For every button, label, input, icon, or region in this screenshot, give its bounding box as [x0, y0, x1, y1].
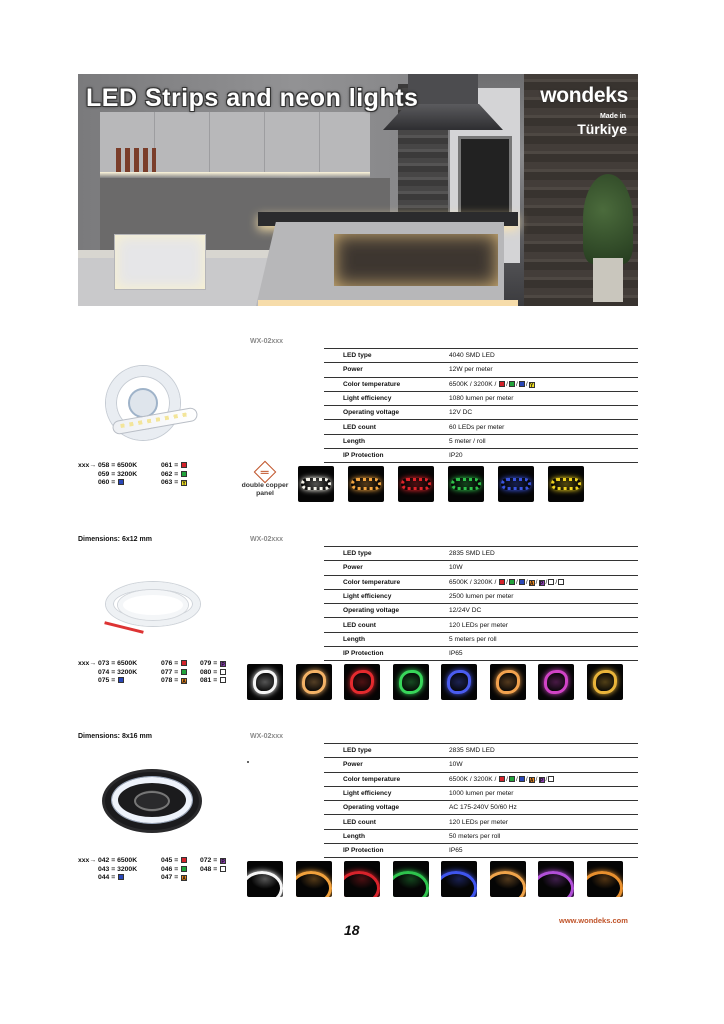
variant-code: 061 =: [161, 462, 188, 471]
color-swatch: [220, 866, 226, 872]
variant-code: 058 = 6500K: [98, 462, 138, 469]
color-swatch: [499, 381, 505, 387]
spec-label: Color temperature: [343, 578, 401, 586]
made-in-label: Made in: [599, 113, 626, 120]
spec-table: [324, 743, 638, 858]
spec-row: [324, 632, 638, 646]
color-swatch: [220, 669, 226, 675]
spec-label: Operating voltage: [343, 409, 400, 417]
variant-code: 076 =: [161, 660, 188, 669]
spec-label: Operating voltage: [343, 607, 400, 615]
code-column: [200, 857, 227, 874]
variant-code: 044 =: [98, 874, 137, 883]
spec-row: [324, 829, 638, 843]
spec-value: [449, 829, 638, 843]
color-swatch: [519, 381, 525, 387]
color-preview-thumb: [247, 664, 283, 700]
spec-value-text: 60 LEDs per meter: [449, 423, 505, 431]
spec-label: LED type: [343, 747, 372, 755]
spec-value: [449, 589, 638, 603]
variant-code: 059 = 3200K: [98, 470, 138, 478]
spec-table: [324, 546, 638, 661]
color-preview-thumb: [587, 861, 623, 897]
color-swatch: A: [529, 580, 534, 587]
spec-value-text: 6500K / 3200K /: [449, 380, 499, 388]
spec-label: Length: [343, 635, 365, 643]
spec-value: [449, 647, 638, 661]
color-swatch: [181, 866, 187, 872]
color-preview-thumb: [441, 664, 477, 700]
spec-table: [324, 348, 638, 463]
dimensions: Dimensions: 6x12 mm: [78, 536, 152, 543]
spec-row: [324, 377, 638, 391]
spec-row: [324, 391, 638, 405]
spec-value-text: 2835 SMD LED: [449, 550, 495, 558]
spec-value: [449, 391, 638, 405]
variant-code: 077 =: [161, 669, 188, 678]
spec-row: [324, 647, 638, 661]
spec-row: [324, 604, 638, 618]
code-column: [98, 857, 137, 883]
banner-title: LED Strips and neon lights: [86, 84, 419, 112]
code-prefix: xxx→: [78, 660, 97, 667]
open-drawer-lit: [114, 234, 206, 290]
spec-value-text: IP20: [449, 452, 463, 460]
color-swatch: P: [539, 580, 544, 587]
color-preview-thumb: [587, 664, 623, 700]
spec-value: [449, 604, 638, 618]
color-swatch: [519, 776, 525, 782]
spec-value-text: 120 LEDs per meter: [449, 621, 509, 629]
color-swatch: [181, 660, 187, 666]
spec-label: IP Protection: [343, 452, 384, 460]
variant-code: 063 = Y: [161, 479, 186, 487]
spec-row: [324, 547, 638, 561]
variant-code: 048 =: [200, 866, 227, 875]
spec-row: [324, 349, 638, 363]
spec-value: 6500K / 3200K / / / / A / P / /: [449, 575, 638, 589]
copper-panel-icon: [254, 461, 277, 484]
spec-row: [324, 363, 638, 377]
spec-row: [324, 844, 638, 858]
color-preview-thumb: [393, 861, 429, 897]
color-swatch: A: [182, 679, 186, 685]
code-column: [200, 660, 227, 686]
spec-value: [449, 434, 638, 448]
variant-code: 075 =: [98, 677, 137, 686]
spec-value-text: 5 meter / roll: [449, 437, 486, 445]
variant-code: 042 = 6500K: [98, 857, 138, 864]
spec-value-text: 12V DC: [449, 409, 473, 417]
color-swatch: [548, 776, 554, 782]
spec-row: [324, 758, 638, 772]
range-hood-stem: [408, 74, 478, 104]
color-swatch: [118, 677, 124, 683]
spec-row: [324, 801, 638, 815]
website-link[interactable]: www.wondeks.com: [559, 916, 628, 925]
color-swatch: [118, 874, 124, 880]
spec-row: [324, 561, 638, 575]
color-swatch: [509, 776, 515, 782]
spec-label: LED type: [343, 352, 372, 360]
color-swatch: A: [529, 777, 534, 784]
country-label: Türkiye: [577, 121, 627, 137]
spec-row: [324, 449, 638, 463]
spec-value: [449, 561, 638, 575]
code-prefix: xxx→: [78, 857, 97, 864]
color-swatch: [181, 471, 187, 477]
spec-label: Power: [343, 564, 363, 572]
spec-row: [324, 618, 638, 632]
dimensions: Dimensions: 8x16 mm: [78, 733, 152, 740]
island-lit-shelf: [334, 234, 498, 286]
spec-row: [324, 744, 638, 758]
bottles-decor: [116, 148, 156, 172]
color-swatch: [118, 479, 124, 485]
spec-value: [449, 632, 638, 646]
spec-label: LED count: [343, 621, 376, 629]
spec-value-text: 10W: [449, 564, 463, 572]
color-swatch: [519, 579, 525, 585]
color-preview-thumb: [538, 861, 574, 897]
color-swatch: [181, 669, 187, 675]
color-preview-thumb: [538, 664, 574, 700]
oven: [458, 136, 512, 218]
color-swatch: [181, 857, 187, 863]
variant-code: 073 = 6500K: [98, 660, 138, 667]
led-strip-reel-photo: [98, 362, 208, 442]
spec-value-text: 4040 SMD LED: [449, 352, 495, 360]
spec-value-text: 120 LEDs per meter: [449, 818, 509, 826]
color-preview-thumb: [344, 664, 380, 700]
spec-row: [324, 786, 638, 800]
spec-label: Length: [343, 437, 365, 445]
color-swatch: [499, 776, 505, 782]
variant-code: 045 =: [161, 857, 188, 866]
floor-led-glow: [258, 300, 518, 306]
spec-row: [324, 575, 638, 589]
color-swatch: P: [221, 859, 225, 865]
color-preview-thumb: [490, 664, 526, 700]
color-swatch: [181, 462, 187, 468]
color-swatch: [558, 579, 564, 585]
plant-pot: [593, 258, 623, 302]
spec-label: LED count: [343, 423, 376, 431]
spec-row: [324, 815, 638, 829]
color-swatch: P: [221, 662, 225, 668]
spec-value-text: AC 175-240V 50/60 Hz: [449, 804, 517, 812]
variant-code: 047 = A: [161, 874, 186, 882]
spec-label: Color temperature: [343, 380, 401, 388]
color-preview-thumb: [348, 466, 384, 502]
spec-label: Length: [343, 832, 365, 840]
color-swatch: [509, 579, 515, 585]
code-column: [161, 462, 188, 488]
spec-row: [324, 434, 638, 448]
spec-value-text: 12W per meter: [449, 366, 493, 374]
spec-label: Color temperature: [343, 775, 401, 783]
spec-value: [449, 618, 638, 632]
spec-label: LED type: [343, 550, 372, 558]
spec-label: LED count: [343, 818, 376, 826]
spec-value-text: IP65: [449, 847, 463, 855]
spec-value-text: IP65: [449, 650, 463, 658]
neon-strip-reel-photo: [98, 572, 208, 652]
code-column: [161, 857, 188, 883]
spec-value-text: 6500K / 3200K /: [449, 578, 499, 586]
spec-label: Light efficiency: [343, 790, 392, 798]
spec-value: 6500K / 3200K / / / / A / P /: [449, 772, 638, 786]
variant-code: 046 =: [161, 866, 188, 875]
spec-label: IP Protection: [343, 847, 384, 855]
code-prefix: xxx→: [78, 462, 97, 469]
page-number: 18: [344, 922, 360, 938]
hero-banner: [78, 74, 638, 306]
spec-value: [449, 420, 638, 434]
spec-value: [449, 844, 638, 858]
spec-row: [324, 772, 638, 786]
spec-value: 6500K / 3200K / / / / Y: [449, 380, 534, 389]
color-preview-thumb: [298, 466, 334, 502]
color-swatch: Y: [182, 481, 186, 487]
spec-label: Light efficiency: [343, 395, 392, 403]
spec-label: Power: [343, 761, 363, 769]
variant-code: 080 =: [200, 669, 227, 678]
color-preview-thumb: [548, 466, 584, 502]
spec-value-text: 5 meters per roll: [449, 635, 497, 643]
color-swatch: [220, 677, 226, 683]
code-column: [161, 660, 188, 686]
spec-label: Operating voltage: [343, 804, 400, 812]
spec-value: [449, 801, 638, 815]
spec-row: [324, 589, 638, 603]
code-column: [98, 660, 137, 686]
product-code: WX-02xxx: [250, 536, 284, 543]
spec-value-text: 1000 lumen per meter: [449, 790, 514, 798]
code-column: [98, 462, 137, 488]
spec-value-text: 2835 SMD LED: [449, 747, 495, 755]
spec-value: [449, 406, 638, 420]
product-code: WX-02xxx: [250, 733, 284, 740]
spec-value: [449, 786, 638, 800]
neon-spool-photo: [98, 765, 208, 845]
color-preview-thumb: [247, 861, 283, 897]
double-copper-panel: [240, 464, 290, 498]
print-mark: [247, 761, 249, 763]
variant-code: 078 = A: [161, 677, 186, 685]
spec-value-text: 10W: [449, 761, 463, 769]
variant-code: 079 = P: [200, 660, 225, 668]
color-swatch: P: [539, 777, 544, 784]
color-preview-thumb: [296, 861, 332, 897]
spec-value: [449, 815, 638, 829]
color-swatch: [499, 579, 505, 585]
plant: [583, 174, 633, 264]
variant-code: 043 = 3200K: [98, 865, 138, 873]
color-preview-thumb: [448, 466, 484, 502]
spec-value-text: 12/24V DC: [449, 607, 482, 615]
color-swatch: [509, 381, 515, 387]
spec-label: Light efficiency: [343, 593, 392, 601]
spec-value: [449, 449, 638, 463]
spec-value-text: 2500 lumen per meter: [449, 593, 514, 601]
color-swatch: [548, 579, 554, 585]
spec-value-text: 50 meters per roll: [449, 832, 501, 840]
color-preview-thumb: [344, 861, 380, 897]
product-code: WX-02xxx: [250, 338, 284, 345]
color-swatch: A: [182, 876, 186, 882]
spec-value: [449, 758, 638, 772]
variant-code: 081 =: [200, 677, 227, 686]
color-preview-thumb: [490, 861, 526, 897]
spec-value: [449, 547, 638, 561]
spec-value: [449, 744, 638, 758]
spec-value: [449, 363, 638, 377]
spec-label: Power: [343, 366, 363, 374]
color-preview-thumb: [398, 466, 434, 502]
brand-logo: wondeks: [540, 84, 628, 107]
double-copper-panel-label: double copper panel: [241, 482, 289, 497]
color-swatch: Y: [529, 382, 534, 389]
spec-label: IP Protection: [343, 650, 384, 658]
color-preview-thumb: [296, 664, 332, 700]
variant-code: 072 = P: [200, 857, 225, 865]
variant-code: 060 =: [98, 479, 137, 488]
spec-value: [449, 349, 638, 363]
color-preview-thumb: [498, 466, 534, 502]
spec-value-text: 6500K / 3200K /: [449, 775, 499, 783]
spec-row: [324, 420, 638, 434]
color-preview-thumb: [441, 861, 477, 897]
color-preview-thumb: [393, 664, 429, 700]
spec-value-text: 1080 lumen per meter: [449, 395, 514, 403]
variant-code: 074 = 3200K: [98, 668, 138, 676]
variant-code: 062 =: [161, 471, 188, 480]
spec-row: [324, 406, 638, 420]
